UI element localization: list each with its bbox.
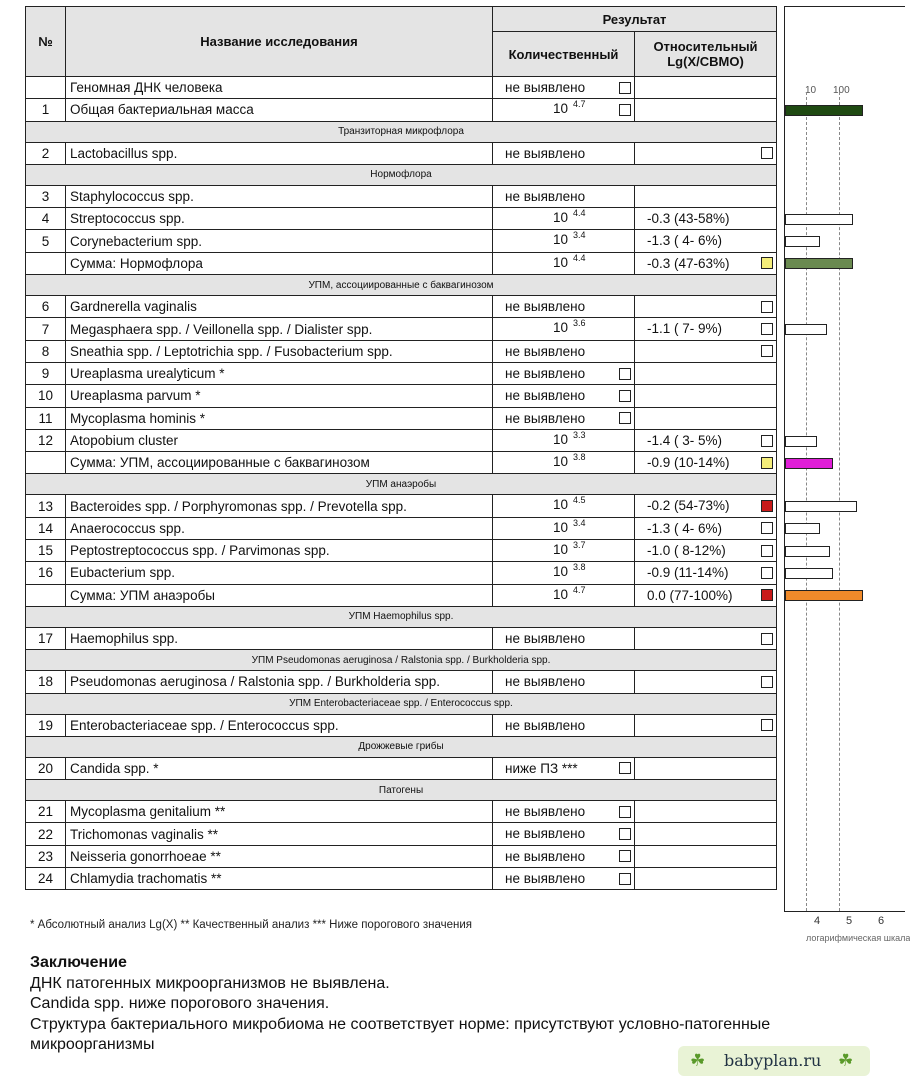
row-number: 1 xyxy=(26,99,66,121)
qty-value: не выявлено xyxy=(505,871,586,887)
analysis-name: Trichomonas vaginalis ** xyxy=(66,823,493,845)
qty-value: не выявлено xyxy=(505,717,586,733)
analysis-name: Ureaplasma parvum * xyxy=(66,385,493,407)
checkbox-icon xyxy=(761,719,773,731)
analysis-name: Sneathia spp. / Leptotrichia spp. / Fusobacterium spp. xyxy=(66,340,493,362)
results-table xyxy=(25,6,777,890)
col-name-header: Название исследования xyxy=(66,7,493,77)
watermark-text: babyplan.ru xyxy=(724,1051,822,1070)
qty-base: 10 xyxy=(553,454,569,470)
qty-value: не выявлено xyxy=(505,630,586,646)
analysis-name: Candida spp. * xyxy=(66,757,493,779)
table-row xyxy=(26,452,777,474)
conclusion-title: Заключение xyxy=(30,954,127,971)
checkbox-icon xyxy=(619,82,631,94)
chart-tick-100: 100 xyxy=(833,85,850,96)
chart-bar xyxy=(785,258,853,269)
analysis-name: Gardnerella vaginalis xyxy=(66,296,493,318)
qty-value: не выявлено xyxy=(505,145,586,161)
checkbox-icon xyxy=(761,522,773,534)
rel-value: -0.2 (54-73%) xyxy=(647,498,730,514)
rel-value: -1.3 ( 4- 6%) xyxy=(647,520,723,536)
rel-value: -1.0 ( 8-12%) xyxy=(647,543,726,559)
qty-base: 10 xyxy=(553,320,569,336)
checkbox-icon xyxy=(761,567,773,579)
qty-exponent: 3.6 xyxy=(573,318,586,329)
checkbox-icon xyxy=(619,104,631,116)
table-row xyxy=(26,562,777,584)
row-number: 11 xyxy=(26,407,66,429)
conclusion xyxy=(30,953,882,1056)
analysis-name: Haemophilus spp. xyxy=(66,627,493,649)
analysis-name: Mycoplasma genitalium ** xyxy=(66,801,493,823)
bar-chart xyxy=(784,6,905,912)
section-header: УПМ Pseudomonas aeruginosa / Ralstonia spp. / Burkholderia spp. xyxy=(26,650,777,671)
chart-bar xyxy=(785,590,863,601)
table-row xyxy=(26,340,777,362)
rel-value: -1.4 ( 3- 5%) xyxy=(647,432,723,448)
clover-icon: ☘ xyxy=(690,1051,706,1071)
rel-value: -0.3 (47-63%) xyxy=(647,255,730,271)
row-number: 6 xyxy=(26,296,66,318)
row-number: 14 xyxy=(26,517,66,539)
qty-value: не выявлено xyxy=(505,80,586,95)
checkbox-icon xyxy=(761,323,773,335)
checkbox-icon xyxy=(619,412,631,424)
qty-value: не выявлено xyxy=(505,674,586,690)
checkbox-icon xyxy=(761,435,773,447)
chart-bar xyxy=(785,214,853,225)
analysis-name: Enterobacteriaceae spp. / Enterococcus spp. xyxy=(66,714,493,736)
conclusion-line: ДНК патогенных микроорганизмов не выявлена. xyxy=(30,974,390,992)
qty-base: 10 xyxy=(553,497,569,513)
row-number: 12 xyxy=(26,429,66,451)
chart-bar xyxy=(785,458,833,469)
row-number: 2 xyxy=(26,142,66,164)
table-row xyxy=(26,362,777,384)
analysis-name: Общая бактериальная масса xyxy=(66,99,493,121)
row-number: 8 xyxy=(26,340,66,362)
qty-value: не выявлено xyxy=(505,343,586,359)
analysis-name: Сумма: УПМ анаэробы xyxy=(66,584,493,606)
checkbox-icon xyxy=(761,545,773,557)
row-number: 23 xyxy=(26,845,66,867)
status-red-icon xyxy=(761,500,773,512)
analysis-name: Сумма: УПМ, ассоциированные с баквагинозом xyxy=(66,452,493,474)
status-yellow-icon xyxy=(761,457,773,469)
section-header: Дрожжевые грибы xyxy=(26,736,777,757)
table-row xyxy=(26,99,777,121)
rel-value: 0.0 (77-100%) xyxy=(647,587,733,603)
table-row xyxy=(26,208,777,230)
qty-base: 10 xyxy=(553,254,569,270)
chart-bar xyxy=(785,105,863,116)
qty-exponent: 3.4 xyxy=(573,230,586,241)
row-number: 22 xyxy=(26,823,66,845)
qty-base: 10 xyxy=(553,210,569,226)
rel-value: -0.3 (43-58%) xyxy=(647,211,730,227)
chart-bar xyxy=(785,236,820,247)
row-number: 10 xyxy=(26,385,66,407)
rel-value: -1.1 ( 7- 9%) xyxy=(647,321,723,337)
status-red-icon xyxy=(761,589,773,601)
conclusion-line: Структура бактериального микробиома не соответствует норме: присутствуют условно-патогенные xyxy=(30,1015,771,1033)
checkbox-icon xyxy=(619,806,631,818)
analysis-name: Corynebacterium spp. xyxy=(66,230,493,252)
rel-value: -0.9 (10-14%) xyxy=(647,455,730,471)
analysis-name: Peptostreptococcus spp. / Parvimonas spp. xyxy=(66,540,493,562)
table-row xyxy=(26,429,777,451)
analysis-name: Геномная ДНК человека xyxy=(66,77,493,99)
section-header: УПМ, ассоциированные с баквагинозом xyxy=(26,275,777,296)
row-number: 13 xyxy=(26,495,66,517)
qty-exponent: 4.7 xyxy=(573,99,586,110)
row-number: 7 xyxy=(26,318,66,340)
checkbox-icon xyxy=(619,850,631,862)
footnote: * Абсолютный анализ Lg(X) ** Качественный анализ *** Ниже порогового значения xyxy=(30,919,473,931)
qty-base: 10 xyxy=(553,232,569,248)
checkbox-icon xyxy=(619,368,631,380)
qty-base: 10 xyxy=(553,542,569,558)
table-row xyxy=(26,230,777,252)
qty-exponent: 3.7 xyxy=(573,540,586,551)
analysis-name: Chlamydia trachomatis ** xyxy=(66,868,493,890)
axis-label-5: 5 xyxy=(846,915,853,927)
table-row xyxy=(26,584,777,606)
table-row xyxy=(26,868,777,890)
table-row xyxy=(26,142,777,164)
section-header: УПМ Haemophilus spp. xyxy=(26,606,777,627)
qty-exponent: 3.3 xyxy=(573,429,586,440)
checkbox-icon xyxy=(619,390,631,402)
table-row xyxy=(26,185,777,207)
analysis-name: Neisseria gonorrhoeae ** xyxy=(66,845,493,867)
col-rel-header: Относительный Lg(X/СВМО) xyxy=(635,32,777,77)
checkbox-icon xyxy=(619,828,631,840)
row-number: 5 xyxy=(26,230,66,252)
table-row xyxy=(26,714,777,736)
checkbox-icon xyxy=(761,633,773,645)
analysis-name: Ureaplasma urealyticum * xyxy=(66,362,493,384)
analysis-name: Bacteroides spp. / Porphyromonas spp. / Prevotella spp. xyxy=(66,495,493,517)
analysis-name: Streptococcus spp. xyxy=(66,208,493,230)
qty-exponent: 3.4 xyxy=(573,517,586,528)
chart-bar xyxy=(785,546,830,557)
chart-bar xyxy=(785,501,857,512)
qty-base: 10 xyxy=(553,101,569,117)
axis-label-6: 6 xyxy=(878,915,885,927)
table-row xyxy=(26,823,777,845)
table-row xyxy=(26,517,777,539)
table-row xyxy=(26,671,777,693)
qty-exponent: 4.4 xyxy=(573,208,586,219)
qty-base: 10 xyxy=(553,431,569,447)
qty-value: ниже ПЗ *** xyxy=(505,760,578,776)
table-row xyxy=(26,757,777,779)
table-row xyxy=(26,540,777,562)
checkbox-icon xyxy=(761,147,773,159)
analysis-name: Pseudomonas aeruginosa / Ralstonia spp. / Burkholderia spp. xyxy=(66,671,493,693)
chart-tick-10: 10 xyxy=(805,85,817,96)
chart-bar xyxy=(785,523,820,534)
row-number: 4 xyxy=(26,208,66,230)
checkbox-icon xyxy=(761,301,773,313)
row-number: 15 xyxy=(26,540,66,562)
rel-value: -1.3 ( 4- 6%) xyxy=(647,233,723,249)
table-row xyxy=(26,252,777,274)
row-number: 18 xyxy=(26,671,66,693)
table-row xyxy=(26,296,777,318)
col-qty-header: Количественный xyxy=(493,32,635,77)
qty-value: не выявлено xyxy=(505,365,586,381)
checkbox-icon xyxy=(619,762,631,774)
section-header: УПМ Enterobacteriaceae spp. / Enterococcus spp. xyxy=(26,693,777,714)
row-number: 3 xyxy=(26,185,66,207)
axis-label-4: 4 xyxy=(814,915,821,927)
analysis-name: Atopobium cluster xyxy=(66,429,493,451)
qty-base: 10 xyxy=(553,519,569,535)
rel-value: -0.9 (11-14%) xyxy=(647,565,729,581)
table-row xyxy=(26,318,777,340)
row-number: 16 xyxy=(26,562,66,584)
table-row xyxy=(26,495,777,517)
row-number: 17 xyxy=(26,627,66,649)
table-row xyxy=(26,845,777,867)
qty-value: не выявлено xyxy=(505,388,586,404)
checkbox-icon xyxy=(761,345,773,357)
conclusion-line: Candida spp. ниже порогового значения. xyxy=(30,995,330,1012)
section-header: Патогены xyxy=(26,780,777,801)
analysis-name: Staphylococcus spp. xyxy=(66,185,493,207)
row-number: 21 xyxy=(26,801,66,823)
qty-exponent: 4.7 xyxy=(573,584,586,595)
analysis-name: Mycoplasma hominis * xyxy=(66,407,493,429)
qty-exponent: 4.5 xyxy=(573,495,586,506)
analysis-name: Сумма: Нормофлора xyxy=(66,252,493,274)
table-row xyxy=(26,407,777,429)
qty-value: не выявлено xyxy=(505,299,586,315)
chart-bar xyxy=(785,568,833,579)
row-number: 20 xyxy=(26,757,66,779)
table-row xyxy=(26,385,777,407)
qty-base: 10 xyxy=(553,586,569,602)
conclusion-line: микроорганизмы xyxy=(30,1036,155,1053)
qty-exponent: 4.4 xyxy=(573,252,586,263)
col-num-header: № xyxy=(26,7,66,77)
status-yellow-icon xyxy=(761,257,773,269)
qty-base: 10 xyxy=(553,564,569,580)
table-row xyxy=(26,801,777,823)
row-number: 24 xyxy=(26,868,66,890)
analysis-name: Megasphaera spp. / Veillonella spp. / Dialister spp. xyxy=(66,318,493,340)
analysis-name: Eubacterium spp. xyxy=(66,562,493,584)
qty-value: не выявлено xyxy=(505,410,586,426)
section-header: УПМ анаэробы xyxy=(26,474,777,495)
section-header: Транзиторная микрофлора xyxy=(26,121,777,142)
checkbox-icon xyxy=(761,676,773,688)
qty-exponent: 3.8 xyxy=(573,452,586,463)
col-result-header: Результат xyxy=(493,7,777,32)
analysis-name: Anaerococcus spp. xyxy=(66,517,493,539)
qty-value: не выявлено xyxy=(505,804,586,820)
watermark xyxy=(678,1046,870,1076)
qty-value: не выявлено xyxy=(505,188,586,204)
qty-value: не выявлено xyxy=(505,826,586,842)
table-row xyxy=(26,627,777,649)
row-number: 9 xyxy=(26,362,66,384)
table-row xyxy=(26,77,777,99)
chart-bar xyxy=(785,436,817,447)
analysis-name: Lactobacillus spp. xyxy=(66,142,493,164)
checkbox-icon xyxy=(619,873,631,885)
qty-exponent: 3.8 xyxy=(573,562,586,573)
qty-value: не выявлено xyxy=(505,848,586,864)
chart-bar xyxy=(785,324,827,335)
section-header: Нормофлора xyxy=(26,164,777,185)
axis-title: логарифмическая шкала xyxy=(806,933,910,943)
clover-icon: ☘ xyxy=(838,1051,854,1071)
row-number: 19 xyxy=(26,714,66,736)
